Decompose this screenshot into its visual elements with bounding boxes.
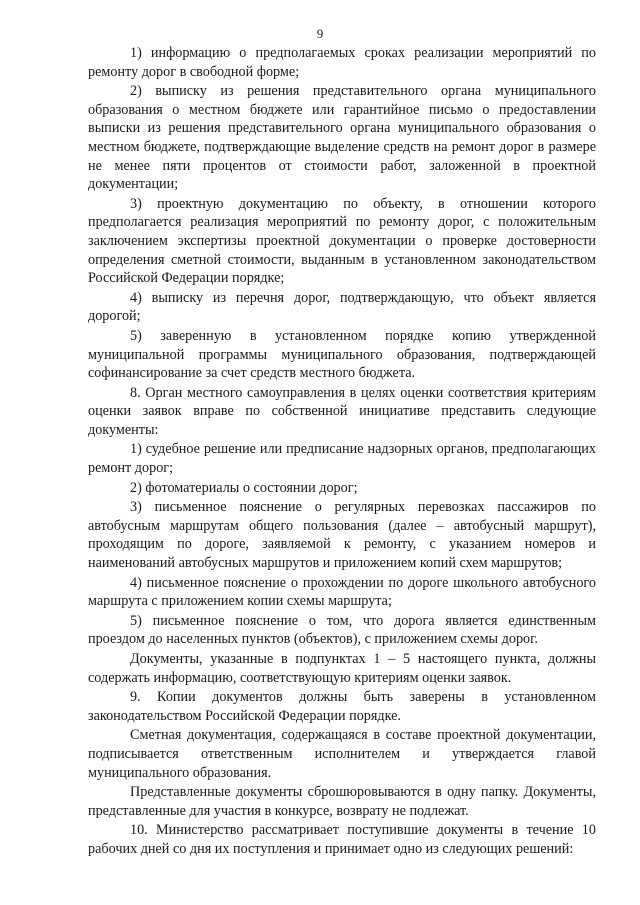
paragraph-item-2-budget-extract: 2) выписку из решения представительного органа муниципального образования о местном бюджете или гарантийное письмо о предоставлении выписки из решения представительного органа муниципального образования о местном бюджете, подтверждающие выделение средств на ремонт дорог в размере не менее пяти процентов от стоимости работ, заложенной в проектной документации; — [88, 83, 596, 193]
paragraph-item-4-road-list-extract: 4) выписку из перечня дорог, подтверждающую, что объект является дорогой; — [88, 289, 596, 325]
paragraph-clause-10: 10. Министерство рассматривает поступившие документы в течение 10 рабочих дней со дня их поступления и принимает одно из следующих решений: — [88, 822, 596, 857]
paragraph-binding-documents: Представленные документы сброшюровываются в одну папку. Документы, представленные для участия в конкурсе, возврату не подлежат. — [88, 784, 596, 819]
paragraph-item-5-municipal-program: 5) заверенную в установленном порядке копию утвержденной муниципальной программы муниципального образования, подтверждающей софинансирование за счет средств местного бюджета. — [88, 327, 596, 382]
paragraph-item-1-deadlines: 1) информацию о предполагаемых сроках реализации мероприятий по ремонту дорог в свободной форме; — [88, 45, 596, 80]
paragraph-clause-8: 8. Орган местного самоуправления в целях оценки соответствия критериям оценки заявок вправе по собственной инициативе представить следующие документы: — [88, 384, 596, 438]
paragraph-clause-8-item-1: 1) судебное решение или предписание надзорных органов, предполагающих ремонт дорог; — [88, 441, 596, 477]
paragraph-clause-8-item-4: 4) письменное пояснение о прохождении по дороге школьного автобусного маршрута с приложением копии схемы маршрута; — [88, 574, 596, 610]
page-number: 9 — [316, 26, 324, 41]
paragraph-documents-requirements: Документы, указанные в подпунктах 1 – 5 настоящего пункта, должны содержать информацию, соответствующую критериям оценки заявок. — [88, 651, 596, 686]
document-text-body — [88, 44, 596, 860]
paragraph-clause-8-item-2: 2) фотоматериалы о состоянии дорог; — [130, 479, 358, 496]
paragraph-estimate-documentation: Сметная документация, содержащаяся в составе проектной документации, подписывается ответственным исполнителем и утверждается главой муниципального образования. — [88, 727, 596, 781]
paragraph-clause-9: 9. Копии документов должны быть заверены в установленном законодательством Российской Федерации порядке. — [88, 689, 596, 724]
paragraph-item-3-project-documentation: 3) проектную документацию по объекту, в отношении которого предполагается реализация мероприятий по ремонту дорог, с положительным заключением экспертизы проектной документации о проверке достоверности определения сметной стоимости, выданным в установленном законодательством Российской Федерации порядке; — [88, 195, 596, 287]
paragraph-clause-8-item-3: 3) письменное пояснение о регулярных перевозках пассажиров по автобусным маршрутам общего пользования (далее – автобусный маршрут), проходящим по дороге, заявляемой к ремонту, с указанием номеров и наименований автобусных маршрутов и приложением копий схем маршрутов; — [88, 499, 596, 572]
paragraph-clause-8-item-5: 5) письменное пояснение о том, что дорога является единственным проездом до населенных пунктов (объектов), с приложением схемы дорог. — [88, 612, 596, 648]
